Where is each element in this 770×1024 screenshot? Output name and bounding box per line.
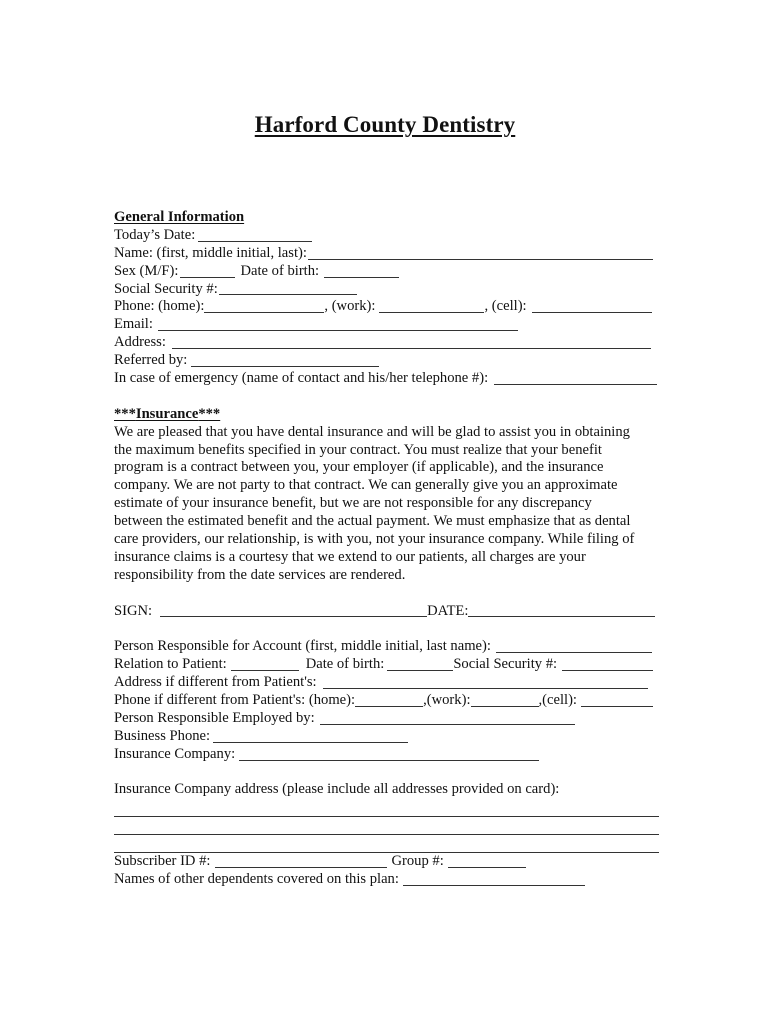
email-row xyxy=(114,316,659,334)
address-row xyxy=(114,334,659,352)
todays-date-row xyxy=(114,227,659,245)
employed-by-field[interactable] xyxy=(320,711,575,725)
address-diff-row xyxy=(114,674,659,692)
group-field[interactable] xyxy=(448,854,526,868)
spacer xyxy=(114,764,659,782)
responsible-person-row xyxy=(114,638,659,656)
insurance-text-line: estimate of your insurance benefit, but we are not responsible for any discrepancy xyxy=(114,495,592,512)
insurance-text-line: program is a contract between you, your employer (if applicable), and the insurance xyxy=(114,459,604,476)
insurance-heading-prefix: *** xyxy=(114,405,136,422)
responsible-person-label: Person Responsible for Account (first, middle initial, last name): xyxy=(114,638,491,655)
insurance-text-line: company. We are not party to that contract. We can generally give you an approximate xyxy=(114,477,618,494)
spacer xyxy=(114,388,659,406)
spacer xyxy=(114,620,659,638)
insurance-address-row xyxy=(114,782,659,800)
insurance-company-field[interactable] xyxy=(239,747,539,761)
sign-row xyxy=(114,603,659,621)
dependents-row xyxy=(114,871,659,889)
todays-date-label: Today’s Date: xyxy=(114,226,196,243)
ssn-field[interactable] xyxy=(219,281,357,295)
responsible-ssn-label: Social Security #: xyxy=(453,656,558,673)
general-information-heading-row xyxy=(114,209,659,227)
subscriber-id-label: Subscriber ID #: xyxy=(114,853,211,870)
employed-by-label: Person Responsible Employed by: xyxy=(114,709,315,726)
subscriber-row xyxy=(114,853,659,871)
insurance-address-label: Insurance Company address (please include all addresses provided on card): xyxy=(114,781,560,798)
insurance-line xyxy=(114,567,659,585)
address-label: Address: xyxy=(114,334,166,351)
name-label: Name: (first, middle initial, last): xyxy=(114,244,307,261)
group-label: Group #: xyxy=(391,853,444,870)
address-diff-field[interactable] xyxy=(323,675,648,689)
dob-field[interactable] xyxy=(324,264,399,278)
form-title: Harford County Dentistry xyxy=(254,112,516,137)
referred-by-label: Referred by: xyxy=(114,352,188,369)
sex-label: Sex (M/F): xyxy=(114,262,179,279)
business-phone-label: Business Phone: xyxy=(114,727,211,744)
general-information-heading: General Information xyxy=(114,208,245,225)
insurance-address-line-1[interactable] xyxy=(114,799,659,817)
emergency-field[interactable] xyxy=(494,371,657,385)
responsible-dob-label: Date of birth: xyxy=(305,656,385,673)
sign-label: SIGN: xyxy=(114,602,153,619)
phone-row xyxy=(114,298,659,316)
insurance-heading-text: Insurance xyxy=(135,405,199,422)
spacer xyxy=(114,585,659,603)
insurance-company-label: Insurance Company: xyxy=(114,745,236,762)
subscriber-id-field[interactable] xyxy=(215,854,387,868)
insurance-address-line-3[interactable] xyxy=(114,835,659,853)
phone-diff-cell-label: ,(cell): xyxy=(538,692,577,709)
relation-label: Relation to Patient: xyxy=(114,656,227,673)
insurance-line xyxy=(114,477,659,495)
employed-by-row xyxy=(114,710,659,728)
dependents-label: Names of other dependents covered on this plan: xyxy=(114,871,399,888)
emergency-label: In case of emergency (name of contact and his/her telephone #): xyxy=(114,370,489,386)
responsible-dob-field[interactable] xyxy=(387,657,453,671)
responsible-ssn-field[interactable] xyxy=(562,657,653,671)
phone-work-field[interactable] xyxy=(379,299,484,313)
relation-field[interactable] xyxy=(231,657,299,671)
phone-cell-field[interactable] xyxy=(532,299,652,313)
form-content xyxy=(114,209,659,889)
phone-work-label: , (work): xyxy=(324,298,376,315)
insurance-heading-suffix: *** xyxy=(198,405,221,422)
sign-field[interactable] xyxy=(160,603,427,617)
insurance-line xyxy=(114,549,659,567)
address-diff-label: Address if different from Patient's: xyxy=(114,674,317,691)
todays-date-field[interactable] xyxy=(198,228,312,242)
email-field[interactable] xyxy=(158,317,518,331)
ssn-row xyxy=(114,281,659,299)
sex-field[interactable] xyxy=(180,264,235,278)
insurance-address-line-2[interactable] xyxy=(114,817,659,835)
name-field[interactable] xyxy=(308,246,653,260)
business-phone-row xyxy=(114,728,659,746)
address-field[interactable] xyxy=(172,335,651,349)
business-phone-field[interactable] xyxy=(213,729,408,743)
phone-diff-home-field[interactable] xyxy=(355,693,423,707)
responsible-person-field[interactable] xyxy=(496,639,652,653)
insurance-line xyxy=(114,459,659,477)
insurance-line xyxy=(114,424,659,442)
phone-diff-label: Phone if different from Patient's: (home): xyxy=(114,692,356,709)
ssn-label: Social Security #: xyxy=(114,280,218,297)
relation-row xyxy=(114,656,659,674)
phone-diff-cell-field[interactable] xyxy=(581,693,653,707)
phone-home-label: Phone: (home): xyxy=(114,298,205,315)
phone-diff-work-label: ,(work): xyxy=(423,692,471,709)
insurance-text-line: We are pleased that you have dental insurance and will be glad to assist you in obtaining xyxy=(114,423,630,440)
sex-dob-row xyxy=(114,263,659,281)
dob-label: Date of birth: xyxy=(240,262,320,279)
insurance-text-line: insurance claims is a courtesy that we extend to our patients, all charges are your xyxy=(114,548,586,565)
phone-home-field[interactable] xyxy=(204,299,324,313)
phone-diff-row xyxy=(114,692,659,710)
phone-cell-label: , (cell): xyxy=(484,298,527,315)
insurance-text-line: the maximum benefits specified in your contract. You must realize that your benefit xyxy=(114,441,602,458)
insurance-heading-row xyxy=(114,406,659,424)
referred-by-field[interactable] xyxy=(191,353,379,367)
insurance-text-line: care providers, our relationship, is with you, not your insurance company. While filing of xyxy=(114,531,635,548)
insurance-line xyxy=(114,531,659,549)
email-label: Email: xyxy=(114,316,153,333)
insurance-text-line: responsibility from the date services are rendered. xyxy=(114,566,406,583)
date-label: DATE: xyxy=(427,602,469,619)
dependents-field[interactable] xyxy=(403,872,585,886)
sign-date-field[interactable] xyxy=(468,603,655,617)
insurance-line xyxy=(114,513,659,531)
phone-diff-work-field[interactable] xyxy=(471,693,539,707)
insurance-text-line: between the estimated benefit and the actual payment. We must emphasize that as dental xyxy=(114,513,631,530)
name-row xyxy=(114,245,659,263)
insurance-heading xyxy=(114,406,220,424)
insurance-company-row xyxy=(114,746,659,764)
insurance-line xyxy=(114,442,659,460)
referred-by-row xyxy=(114,352,659,370)
emergency-row xyxy=(114,370,659,388)
insurance-line xyxy=(114,495,659,513)
